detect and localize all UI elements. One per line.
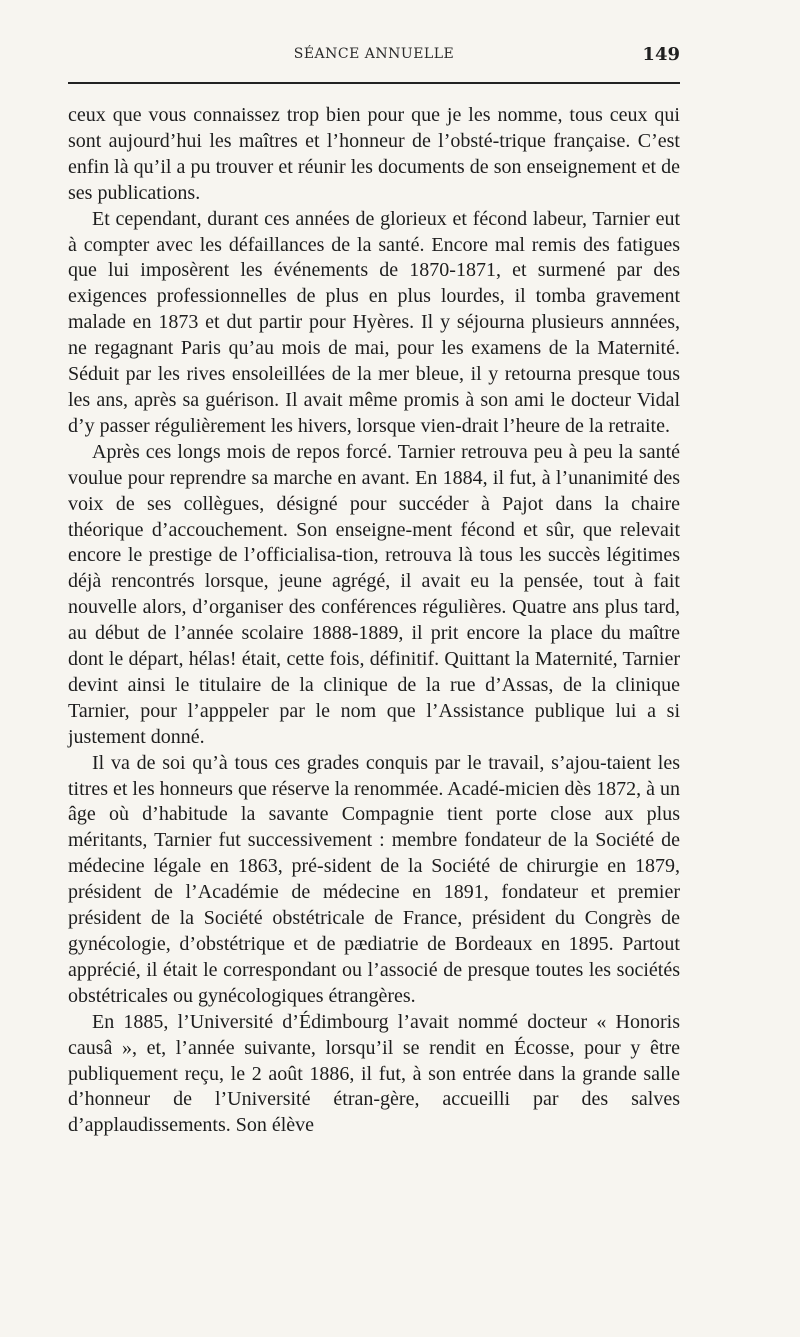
paragraph: Il va de soi qu’à tous ces grades conquis par le travail, s’ajou-taient les titres et les honneurs que réserve la renommée. Acadé-micien dès 1872, à un âge où d’habitude la savante Compagnie tient porte close aux plus méritants, Tarnier fut successivement : membre fondateur de la Société de médecine légale en 1863, pré-sident de la Société de chirurgie en 1879, président de l’Académie de médecine en 1891, fondateur et premier président de la Société obstétricale de France, président du Congrès de gynécologie, d’obstétrique et de pædiatrie de Bordeaux en 1895. Partout apprécié, il était le correspondant ou l’associé de presque toutes les sociétés obstétricales ou gynécologiques étrangères. xyxy=(68,751,681,1007)
paragraph: ceux que vous connaissez trop bien pour que je les nomme, tous ceux qui sont aujourd’hui les maîtres et l’honneur de l’obsté-trique française. C’est enfin là qu’il a pu trouver et réunir les documents de son enseignement et de ses publications. xyxy=(68,104,680,204)
page-number: 149 xyxy=(642,44,680,65)
body-text xyxy=(68,103,680,1139)
running-head: SÉANCE ANNUELLE xyxy=(293,46,455,62)
paragraph: Après ces longs mois de repos forcé. Tarnier retrouva peu à peu la santé voulue pour reprendre sa marche en avant. En 1884, il fut, à l’unanimité des voix de ses collègues, désigné pour succéder à Pajot dans la chaire théorique d’accouchement. Son enseigne-ment fécond et sûr, que relevait encore le prestige de l’officialisa-tion, retrouva là tous les succès légitimes déjà rencontrés lorsque, jeune agrégé, il avait eu la pensée, tout à fait nouvelle alors, d’organiser des conférences régulières. Quatre ans plus tard, au début de l’année scolaire 1888-1889, il prit encore la place du maître dont le départ, hélas! était, cette fois, définitif. Quittant la Maternité, Tarnier devint ainsi le titulaire de la clinique de la rue d’Assas, de la clinique Tarnier, pour l’apppeler par le nom que l’Assistance publique lui a si justement donné. xyxy=(68,440,680,748)
paragraph: En 1885, l’Université d’Édimbourg l’avait nommé docteur « Honoris causâ », et, l’année suivante, lorsqu’il se rendit en Écosse, pour y être publiquement reçu, le 2 août 1886, il fut, à son entrée dans la grande salle d’honneur de l’Université étran-gère, accueilli par des salves d’applaudissements. Son élève xyxy=(68,1010,680,1137)
header-rule xyxy=(68,82,680,84)
paragraph: Et cependant, durant ces années de glorieux et fécond labeur, Tarnier eut à compter avec les défaillances de la santé. Encore mal remis des fatigues que lui imposèrent les événements de 1870-1871, et surmené par des exigences professionnelles de plus en plus lourdes, il tomba gravement malade en 1873 et dut partir pour Hyères. Il y séjourna plusieurs annnées, ne regagnant Paris qu’au mois de mai, pour les examens de la Maternité. Séduit par les rives ensoleillées de la mer bleue, il y retourna presque tous les ans, après sa guérison. Il avait même promis à son ami le docteur Vidal d’y passer régulièrement les hivers, lorsque vien-drait l’heure de la retraite. xyxy=(68,207,680,437)
page-header xyxy=(68,44,680,72)
